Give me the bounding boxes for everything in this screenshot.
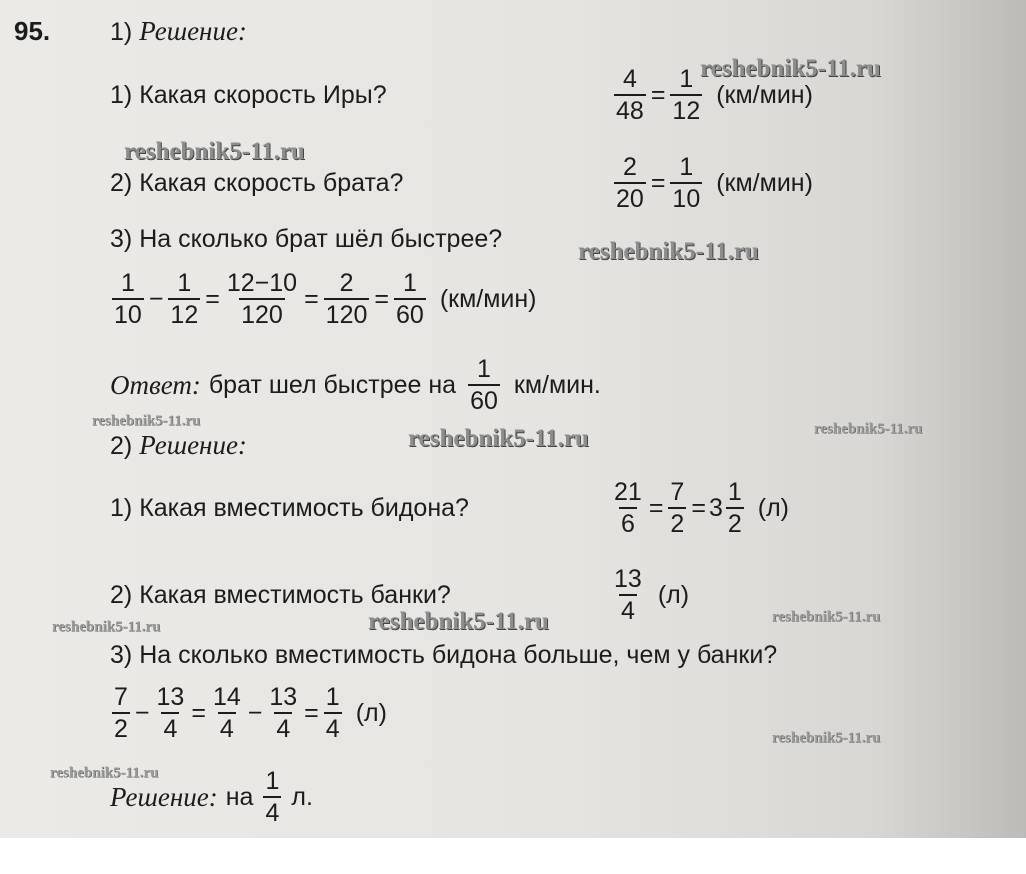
part1-q1 [110,80,387,110]
page-bottom-margin [0,838,1026,874]
minus-sign: − [247,698,263,727]
part1-q3-expression [110,268,537,330]
part1-answer [110,354,601,416]
equals-sign: = [650,80,666,109]
mixed-number-whole: 3 [708,493,723,522]
part1-heading [110,16,247,47]
watermark: reshebnik5-11.ru [50,765,159,781]
unit-label: км/мин. [513,370,601,399]
answer-text: брат шел быстрее на [208,370,457,399]
fraction: $\frac{7}{2}$ [114,683,128,743]
part2-q3-text: На сколько вместимость бидона больше, чем у банки? [139,641,778,669]
equals-sign: = [648,493,664,522]
fraction: $\frac{13}{4}$ [269,683,298,743]
problem-number: 95. [14,16,51,46]
part2-label: 2) [110,432,133,460]
part1-heading-text: Решение: [139,16,247,46]
watermark: reshebnik5-11.ru [772,730,881,746]
watermark: reshebnik5-11.ru [52,619,161,635]
minus-sign: − [134,698,150,727]
answer-label: Ответ: [110,369,201,400]
fraction: $\frac{2}{120}$ [325,269,368,329]
fraction: $\frac{1}{10}$ [114,269,142,329]
unit-label: (л) [757,493,789,522]
watermark: reshebnik5-11.ru [772,609,881,625]
unit-label: л. [291,782,313,811]
minus-sign: − [148,284,164,313]
fraction: $\frac{1}{60}$ [470,355,498,415]
equals-sign: = [374,284,389,313]
part2-q2-label: 2) [110,581,133,609]
part2-q2 [110,580,451,610]
fraction: $\frac{1}{4}$ [265,767,280,827]
unit-label: (км/мин) [439,284,537,313]
watermark: reshebnik5-11.ru [92,413,201,429]
part2-q1-expression [610,477,789,539]
part2-q2-expression [610,564,689,626]
fraction: $\frac{4}{48}$ [616,65,644,125]
equals-sign: = [304,284,319,313]
part2-q1-label: 1) [110,494,133,522]
unit-label: (л) [657,580,690,609]
part2-heading-text: Решение: [139,430,247,460]
answer-label: Решение: [110,781,218,812]
watermark: reshebnik5-11.ru [814,421,923,437]
part1-q3-label: 3) [110,225,133,253]
part2-heading [110,430,247,461]
part1-label: 1) [110,18,133,46]
fraction: $\frac{14}{4}$ [212,683,241,743]
part1-q2 [110,168,403,198]
fraction: $\frac{1}{60}$ [396,269,424,329]
part1-q2-text: Какая скорость брата? [139,169,404,197]
fraction: $\frac{1}{10}$ [672,153,701,213]
equals-sign: = [304,698,319,727]
part2-q3 [110,640,777,670]
part1-q1-label: 1) [110,81,133,109]
part1-q2-expression [612,152,813,214]
fraction: $\frac{7}{2}$ [670,478,685,538]
fraction: $\frac{13}{4}$ [156,683,185,743]
watermark: reshebnik5-11.ru [408,425,589,452]
part2-q3-expression [110,682,387,744]
equals-sign: = [205,284,220,313]
fraction: $\frac{1}{12}$ [170,269,199,329]
fraction: $\frac{2}{20}$ [616,153,644,213]
unit-label: (км/мин) [716,168,813,197]
answer-text: на [225,782,254,811]
part1-q3-text: На сколько брат шёл быстрее? [139,225,503,253]
watermark: reshebnik5-11.ru [368,608,549,635]
part1-q3 [110,224,502,254]
fraction: $\frac{21}{6}$ [614,478,642,538]
part2-q2-text: Какая вместимость банки? [139,581,451,609]
equals-sign: = [691,493,706,522]
fraction: $\frac{13}{4}$ [614,565,642,625]
part2-q3-label: 3) [110,641,133,669]
part2-q1 [110,493,469,523]
unit-label: (км/мин) [716,80,813,109]
unit-label: (л) [355,698,387,727]
fraction: $\frac{12-10}{120}$ [226,269,298,329]
part1-q2-label: 2) [110,169,133,197]
fraction: $\frac{1}{12}$ [672,65,701,125]
equals-sign: = [191,698,206,727]
fraction: $\frac{1}{2}$ [727,478,742,538]
part1-q1-text: Какая скорость Иры? [139,81,387,109]
watermark: reshebnik5-11.ru [124,138,305,165]
part2-q1-text: Какая вместимость бидона? [139,494,469,522]
watermark: reshebnik5-11.ru [578,238,759,265]
fraction: $\frac{1}{4}$ [325,683,340,743]
watermark: reshebnik5-11.ru [700,55,881,82]
equals-sign: = [650,168,666,197]
